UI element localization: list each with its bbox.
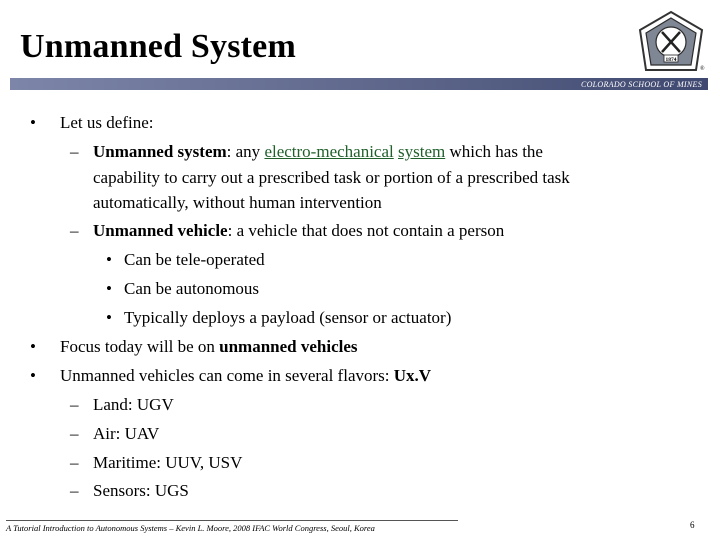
slide-footer: A Tutorial Introduction to Autonomous Systems – Kevin L. Moore, 2008 IFAC World Congress, Seoul, Korea	[6, 520, 458, 533]
dash-glyph: –	[70, 481, 79, 500]
link-electro-mechanical[interactable]: electro-mechanical	[264, 142, 394, 161]
sub-payload: Typically deploys a payload (sensor or actuator)	[124, 308, 452, 327]
def-unmanned-vehicle: Unmanned vehicle: a vehicle that does not contain a person	[93, 221, 505, 240]
flavor-land: Land: UGV	[93, 395, 174, 414]
dash-glyph: –	[70, 453, 79, 472]
dash-glyph: –	[70, 221, 79, 240]
flavor-maritime: Maritime: UUV, USV	[93, 453, 243, 472]
def-unmanned-system-line2: capability to carry out a prescribed task or portion of a prescribed task	[93, 168, 570, 187]
dash-glyph: –	[70, 395, 79, 414]
def-unmanned-system: Unmanned system: any electro-mechanical system which has the	[93, 142, 543, 161]
bullet-glyph: •	[30, 337, 36, 356]
dash-glyph: –	[70, 424, 79, 443]
flavor-air: Air: UAV	[93, 424, 160, 443]
sub-tele-operated: Can be tele-operated	[124, 250, 265, 269]
bullet-focus: Focus today will be on unmanned vehicles	[60, 337, 358, 356]
bullet-flavors: Unmanned vehicles can come in several flavors: Ux.V	[60, 366, 432, 385]
logo-registered-mark: ®	[700, 66, 705, 72]
slide-title: Unmanned System	[20, 28, 296, 65]
page-number: 6	[690, 520, 695, 530]
bullet-glyph: •	[106, 279, 112, 298]
bullet-define: Let us define:	[60, 113, 154, 132]
def-unmanned-system-line3: automatically, without human intervention	[93, 193, 382, 212]
school-name: COLORADO SCHOOL OF MINES	[580, 80, 702, 89]
bullet-glyph: •	[106, 250, 112, 269]
flavor-sensors: Sensors: UGS	[93, 481, 189, 500]
bullet-glyph: •	[30, 366, 36, 385]
school-logo-icon	[636, 10, 706, 78]
bullet-glyph: •	[30, 113, 36, 132]
bullet-glyph: •	[106, 308, 112, 327]
logo-year: 1874	[665, 57, 677, 63]
link-system[interactable]: system	[398, 142, 446, 161]
sub-autonomous: Can be autonomous	[124, 279, 260, 298]
dash-glyph: –	[70, 142, 79, 161]
